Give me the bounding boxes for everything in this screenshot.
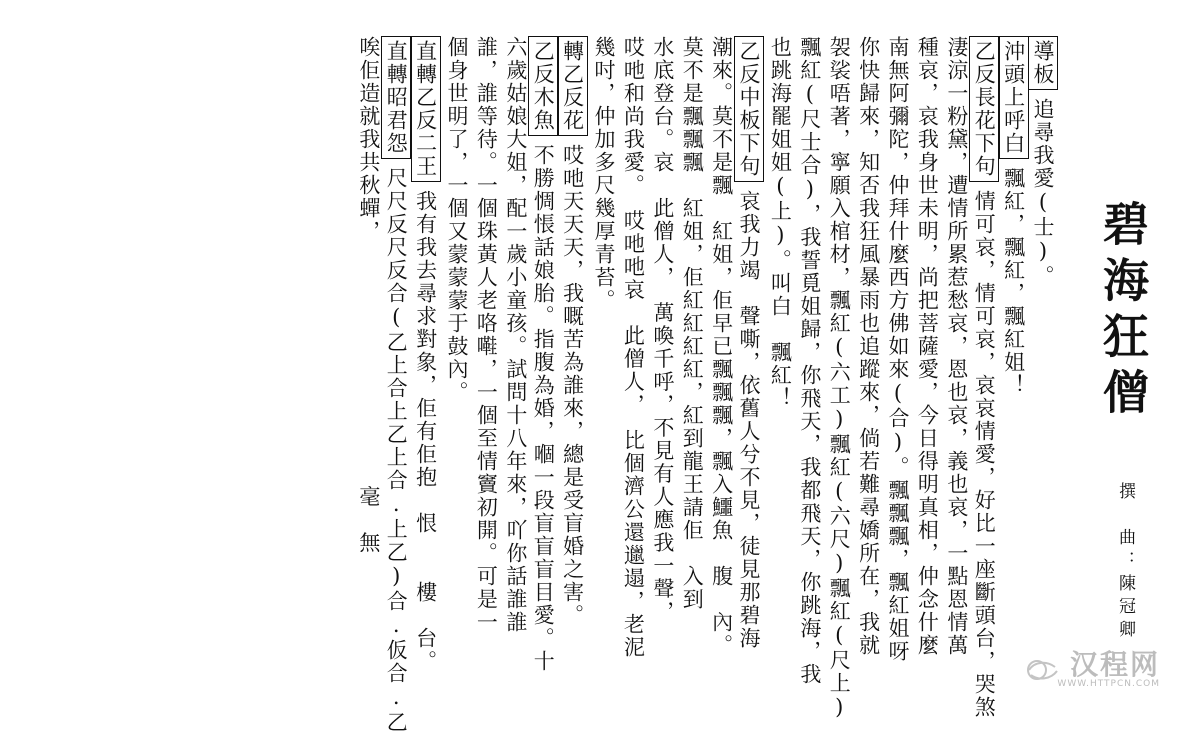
lyric-column bbox=[381, 36, 411, 734]
lyric-text: 哎吔和尚我愛。 哎吔吔哀 此僧人， 比個濟公還邋遢，老泥 bbox=[621, 36, 646, 659]
lyric-column bbox=[914, 36, 940, 657]
lyric-text: 誰，誰等待。一個珠黃人老咯嚡，一個至情竇初開。可是一 bbox=[474, 36, 499, 634]
lyric-text: 你快歸來，知否我狂風暴雨也追蹤來，倘若難尋嬌所在，我就 bbox=[856, 36, 881, 657]
lyric-text: 追尋我愛(士)。 bbox=[1031, 98, 1055, 288]
lyric-text: 水底登台。哀 此僧人， 萬喚千呼，不見有人應我一聲， bbox=[650, 36, 675, 624]
lyric-column bbox=[356, 36, 382, 555]
lyric-column bbox=[856, 36, 882, 657]
lyric-text: 莫不是飄飄飄 紅姐，佢紅紅紅紅，紅到龍王請佢 入到 bbox=[680, 36, 705, 611]
lyric-column bbox=[797, 36, 823, 686]
lyric-text: 不勝惆悵話娘胎。指腹為婚，嗰一段盲盲盲目愛。十 bbox=[531, 144, 556, 673]
lyric-column bbox=[826, 36, 852, 721]
lyric-text: 尺尺反尺反合(乙上合上乙上合.上乙)合.仮合.乙 bbox=[384, 167, 409, 734]
tune-label: 乙反木魚 bbox=[528, 36, 558, 136]
lyric-text: 種哀，哀我身世未明，尚把菩薩愛，今日得明真相，仲念什麼 bbox=[915, 36, 940, 657]
lyric-text: 袈裟唔著，寧願入棺材，飄紅(六工)飄紅(六尺)飄紅(尺上) bbox=[827, 36, 852, 721]
tune-label: 直轉昭君怨 bbox=[381, 36, 411, 159]
tune-label: 乙反中板下句 bbox=[734, 36, 764, 182]
lyric-text: 六歲姑娘大姐，配一歲小童孩。試問十八年來，吖你話誰誰 bbox=[503, 36, 528, 634]
lyric-text: 飄紅(尺士合)，我誓覓姐歸，你飛天，我都飛天，你跳海，我 bbox=[797, 36, 822, 686]
page-title: 碧海狂僧 bbox=[1096, 200, 1150, 424]
tune-label: 沖頭上呼白 bbox=[999, 36, 1029, 159]
tune-label: 導板 bbox=[1028, 36, 1058, 90]
lyric-column bbox=[444, 36, 470, 404]
lyric-column bbox=[503, 36, 529, 634]
lyric-text: 我有我去尋求對象，佢有佢抱 恨 樓 台。 bbox=[413, 190, 438, 673]
lyric-column bbox=[591, 36, 617, 312]
lyric-column bbox=[620, 36, 646, 659]
lyric-text: 幾吋，仲加多尺幾厚青苔。 bbox=[592, 36, 616, 312]
lyric-text: 潮來。莫不是飄 紅姐，佢早已飄飄飄，飄入鱷魚 腹 內。 bbox=[709, 36, 734, 657]
watermark bbox=[1025, 643, 1160, 689]
lyric-column bbox=[709, 36, 735, 657]
lyric-column bbox=[558, 36, 588, 627]
site-logo-icon bbox=[1025, 657, 1059, 683]
author-credit: 撰 曲：陳冠卿 bbox=[1115, 482, 1135, 643]
lyric-column bbox=[473, 36, 499, 634]
lyric-column bbox=[650, 36, 676, 624]
watermark-text: 汉程网 bbox=[1069, 648, 1160, 681]
lyric-column bbox=[944, 36, 970, 657]
tune-label: 轉乙反花 bbox=[558, 36, 588, 136]
lyric-text: 唉佢造就我共秋蟬， 毫 無 bbox=[356, 36, 381, 555]
tune-label: 乙反長花下句 bbox=[969, 36, 999, 182]
lyric-text: 哎吔天天天，我嘅苦為誰來，總是受盲婚之害。 bbox=[560, 144, 585, 627]
lyric-text: 飄紅，飄紅，飄紅姐！ bbox=[1001, 167, 1026, 397]
tune-label: 直轉乙反二王 bbox=[411, 36, 441, 182]
lyric-column bbox=[999, 36, 1029, 397]
lyric-column bbox=[528, 36, 558, 673]
lyric-column bbox=[969, 36, 999, 719]
lyric-text: 哀我力竭 聲嘶，依舊人兮不見，徒見那碧海 bbox=[737, 190, 761, 650]
lyric-column bbox=[1028, 36, 1058, 288]
lyric-column bbox=[767, 36, 793, 410]
lyric-column bbox=[679, 36, 705, 611]
lyric-text: 也跳海罷姐姐(上)。叫白 飄紅！ bbox=[768, 36, 793, 410]
lyric-column bbox=[734, 36, 764, 650]
lyric-column bbox=[411, 36, 441, 673]
lyric-text: 情可哀，情可哀，哀哀情愛，好比一座斷頭台，哭煞 bbox=[972, 190, 997, 719]
lyric-column bbox=[885, 36, 911, 663]
lyric-text: 南無阿彌陀，仲拜什麼西方佛如來(合)。飄飄飄，飄紅姐呀 bbox=[886, 36, 910, 663]
watermark-url: WWW.HTTPCN.COM bbox=[1057, 679, 1160, 689]
lyric-text: 個身世明了，一個又蒙蒙蒙于鼓內。 bbox=[445, 36, 469, 404]
lyric-text: 淒涼一粉黛，遭情所累惹愁哀，恩也哀，義也哀，一點恩情萬 bbox=[944, 36, 969, 657]
